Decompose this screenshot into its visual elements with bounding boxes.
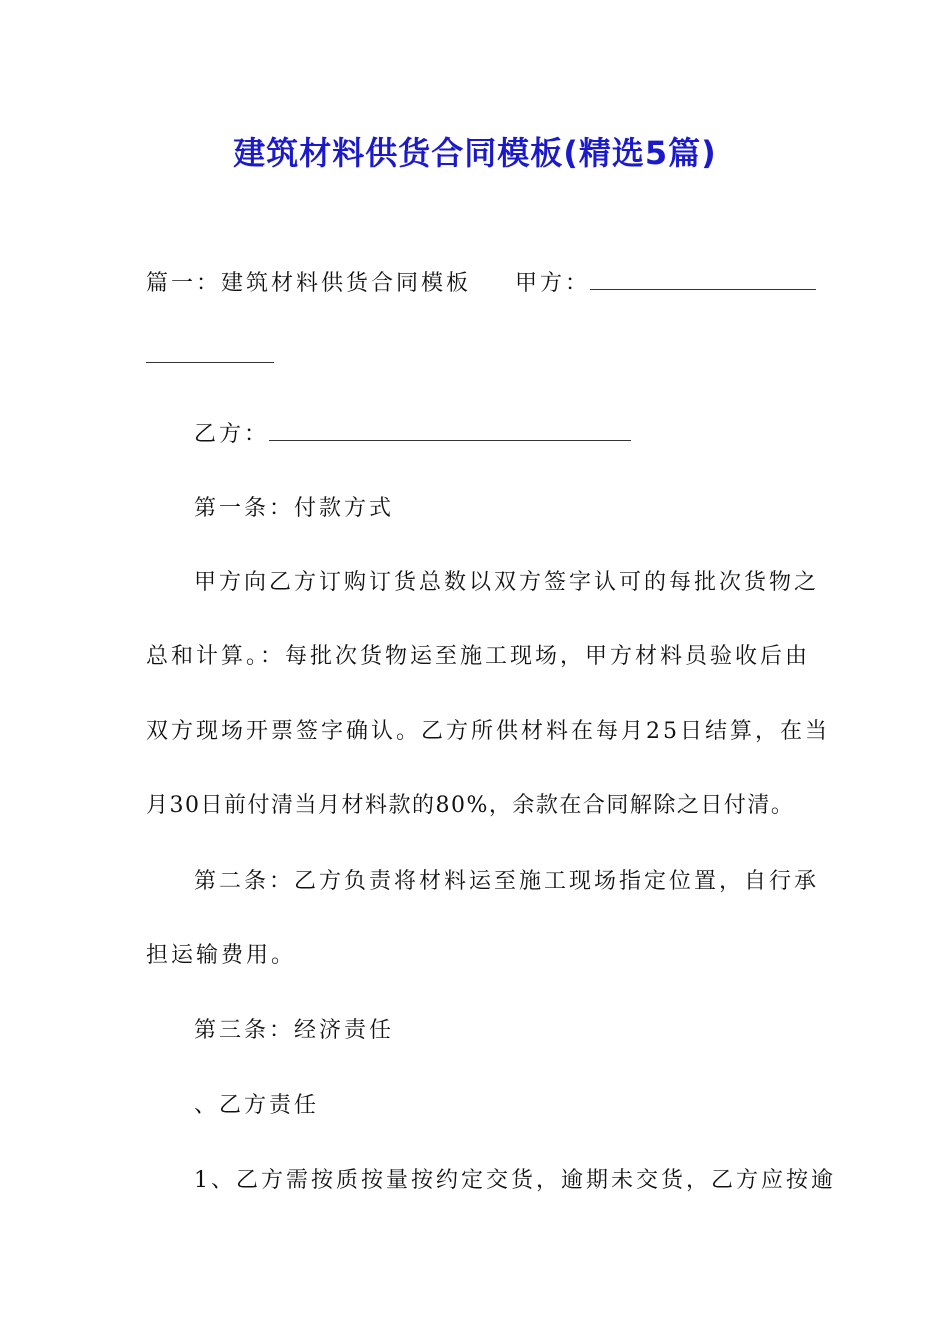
party-b-label: 乙方： [194,422,270,447]
party-a-blank-continued [146,342,274,363]
item-1-line-1: 1、乙方需按质按量按约定交货，逾期未交货，乙方应按逾 [194,1168,836,1193]
party-b-blank [269,420,631,441]
party-a-blank [590,269,816,290]
party-a-label: 甲方： [515,271,591,296]
article-1-title: 第一条：付款方式 [194,496,395,521]
article-2-line-1: 第二条：乙方负责将材料运至施工现场指定位置，自行承 [194,869,820,894]
article-2-line-2: 担运输费用。 [146,943,297,968]
article-3-title: 第三条：经济责任 [194,1018,395,1043]
article-1-line-2: 总和计算。：每批次货物运至施工现场，甲方材料员验收后由 [146,644,811,669]
article-1-line-3: 双方现场开票签字确认。乙方所供材料在每月25日结算，在当 [146,719,830,744]
party-b-line [194,420,806,450]
header-label: 篇一：建筑材料供货合同模板 [146,271,472,296]
article-1-line-4: 月30日前付清当月材料款的80%，余款在合同解除之日付清。 [146,793,795,818]
article-1-line-1: 甲方向乙方订购订货总数以双方签字认可的每批次货物之 [194,570,820,595]
header-line [146,269,806,299]
sub-section-title: 、乙方责任 [194,1093,320,1118]
party-a-blank-continued-line [146,342,806,372]
document-title: 建筑材料供货合同模板(精选5篇) [233,134,717,172]
